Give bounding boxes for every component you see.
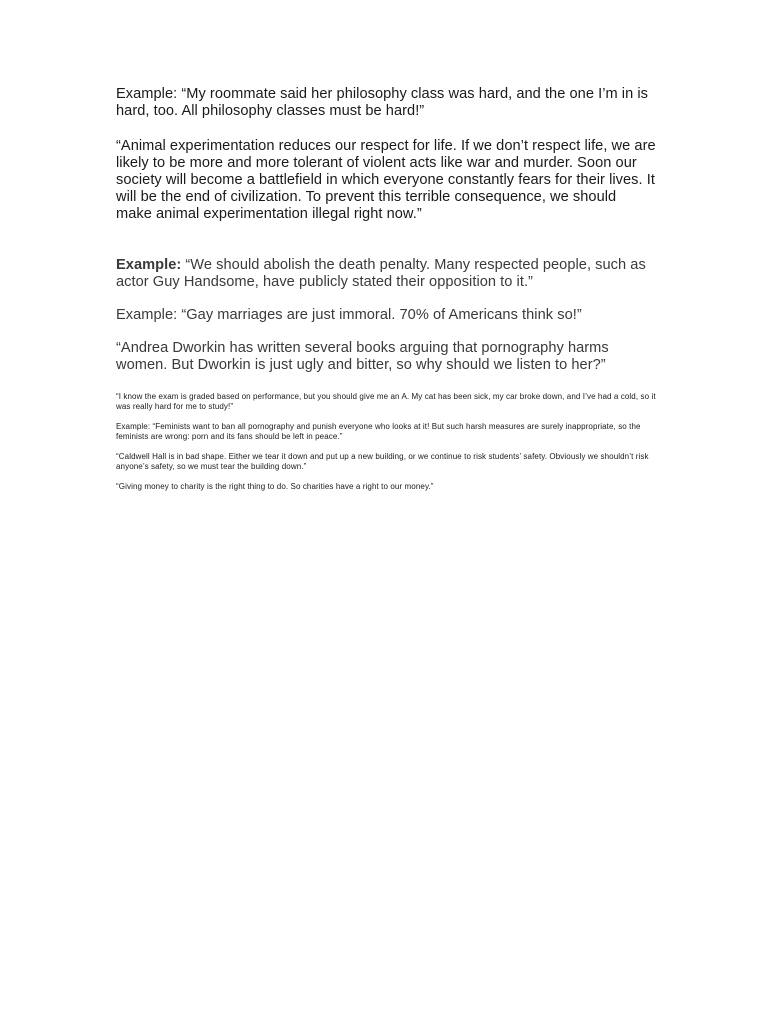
paragraph-appeal-to-popularity (116, 307, 656, 324)
paragraph-text: “Animal experimentation reduces our respect for life. If we don’t respect life, we are likely to be more and more tolerant of violent acts like war and murder. Soon our society will become a battlefield in which everyone constantly fears for their lives. It will be the end of civilization. To prevent this terrible consequence, we should make animal experimentation illegal right now.” (116, 138, 656, 222)
document-body (116, 86, 656, 492)
paragraph-appeal-to-authority (116, 257, 656, 291)
paragraph-false-dichotomy (116, 452, 656, 472)
paragraph-text: “Caldwell Hall is in bad shape. Either we tear it down and put up a new building, or we continue to risk students’ safety. Obviously we shouldn’t risk anyone’s safety, so we must tear the building down.” (116, 452, 649, 471)
paragraph-text: Example: “Gay marriages are just immoral. 70% of Americans think so!” (116, 307, 582, 323)
paragraph-text: “I know the exam is graded based on performance, but you should give me an A. My cat has been sick, my car broke down, and I’ve had a cold, so it was really hard for me to study!” (116, 392, 656, 411)
paragraph-hasty-generalization (116, 86, 656, 120)
paragraph-text: “Andrea Dworkin has written several books arguing that pornography harms women. But Dworkin is just ugly and bitter, so why should we listen to her?” (116, 340, 609, 373)
paragraph-text: “Giving money to charity is the right thing to do. So charities have a right to our money.” (116, 482, 434, 491)
paragraph-text: Example: “Feminists want to ban all pornography and punish everyone who looks at it! But such harsh measures are surely inappropriate, so the feminists are wrong: porn and its fans should be left in peace.” (116, 422, 641, 441)
paragraph-text: “We should abolish the death penalty. Many respected people, such as actor Guy Handsome, have publicly stated their opposition to it.” (116, 257, 646, 290)
paragraph-equivocation (116, 482, 656, 492)
paragraph-straw-man (116, 422, 656, 442)
example-label: Example: (116, 257, 182, 273)
paragraph-slippery-slope (116, 138, 656, 223)
paragraph-appeal-to-pity (116, 392, 656, 412)
paragraph-text: Example: “My roommate said her philosophy class was hard, and the one I’m in is hard, too. All philosophy classes must be hard!” (116, 86, 648, 119)
paragraph-ad-hominem (116, 340, 656, 374)
